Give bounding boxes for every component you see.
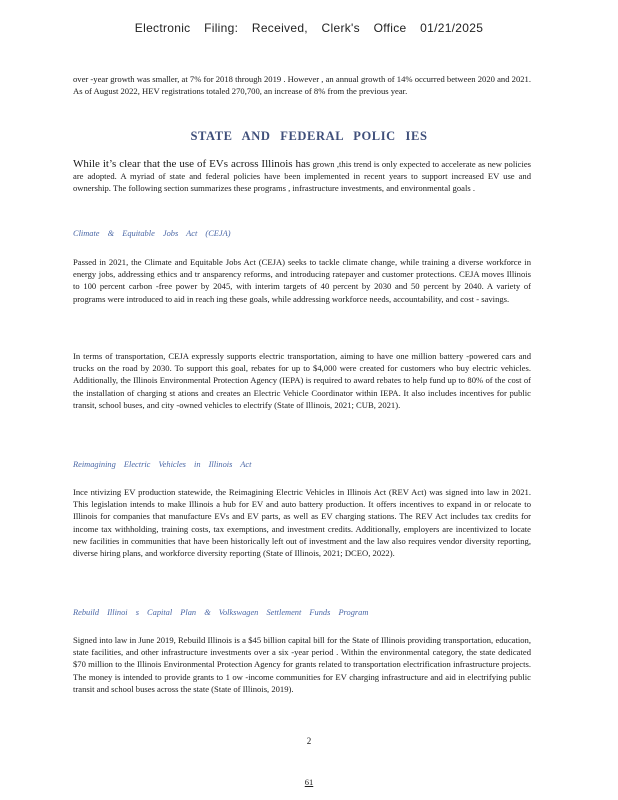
subsection-heading-ceja: Climate & Equitable Jobs Act (CEJA) bbox=[73, 229, 231, 238]
ceja-paragraph-2: In terms of transportation, CEJA expressly supports electric transportation, aiming to have one million battery -powered cars and trucks on the road by 2030. To support this goal, rebates for up to $4,000 were created for customers who buy electric vehicles. Additionally, the Illinois Environmental Protection Agency (IEPA) is required to award rebates to help fund up to 80% of the cost of the installation of charging st ations and creates an Electric Vehicle Coordinator within IEPA. It also includes incentives for public transit, school buses, and city -owned vehicles to electrify (State of Illinois, 2021; CUB, 2021). bbox=[73, 351, 531, 410]
footer-page-number: 61 bbox=[304, 777, 314, 787]
lead-rest: grown ,this trend is only expected to accelerate as new policies are adopted. A myriad of state and federal policies have been implemented in recent years to support increased EV use and ownership. The following section summarizes these programs , infrastructure investments, and environmental goals . bbox=[73, 159, 531, 194]
lead-paragraph bbox=[73, 158, 531, 195]
subsection-heading-rebuild-illinois: Rebuild Illinoi s Capital Plan & Volkswagen Settlement Funds Program bbox=[73, 608, 369, 617]
subsection-heading-rev-act: Reimagining Electric Vehicles in Illinois Act bbox=[73, 460, 252, 469]
intro-paragraph: over -year growth was smaller, at 7% for 2018 through 2019 . However , an annual growth of 14% occurred between 2020 and 2021. As of August 2022, HEV registrations totaled 270,700, an increase of 8% from the previous year. bbox=[73, 74, 531, 97]
electronic-filing-stamp: Electronic Filing: Received, Clerk's Office 01/21/2025 bbox=[134, 21, 484, 35]
page-number: 2 bbox=[306, 736, 312, 746]
section-title: STATE AND FEDERAL POLIC IES bbox=[190, 129, 428, 143]
ceja-paragraph-1: Passed in 2021, the Climate and Equitable Jobs Act (CEJA) seeks to tackle climate change, while training a diverse workforce in energy jobs, addressing ethics and tr ansparency reforms, and introducing ratepayer and customer protections. CEJA moves Illinois to 100 percent carbon -free power by 2045, with interim targets of 40 percent by 2030 and 50 percent by 2040. A variety of programs were introduced to aid in reach ing these goals, while addressing workforce needs, accountability, and cost - savings. bbox=[73, 257, 531, 304]
rev-act-paragraph: Ince ntivizing EV production statewide, the Reimagining Electric Vehicles in Illinois Act (REV Act) was signed into law in 2021. This legislation intends to make Illinois a hub for EV and auto battery production. It offers incentives to expand in or relocate to Illinois for companies that manufacture EVs and EV parts, as well as EV charging stations. The REV Act includes tax credits for income tax withholding, training costs, tax exemptions, and investment credits. Additionally, employers are incentivized to locate new facilities in communities that have been historically left out of investment and the law also requires vendor diversity reporting, diverse hiring plans, and workforce diversity reporting (State of Illinois, 2021; DCEO, 2022). bbox=[73, 487, 531, 559]
rebuild-illinois-paragraph: Signed into law in June 2019, Rebuild Illinois is a $45 billion capital bill for the State of Illinois providing transportation, education, state facilities, and other infrastructure investments over a six -year period . Within the environmental category, the state dedicated $70 million to the Illinois Environmental Protection Agency for grants related to transportation electrification infrastructure projects. The money is intended to provide grants to 1 ow -income communities for EV charging infrastructure and aid in electrifying public transit and school buses across the state (State of Illinois, 2019). bbox=[73, 635, 531, 694]
lead-sentence-start: While it’s clear that the use of EVs across Illinois has bbox=[73, 158, 311, 170]
